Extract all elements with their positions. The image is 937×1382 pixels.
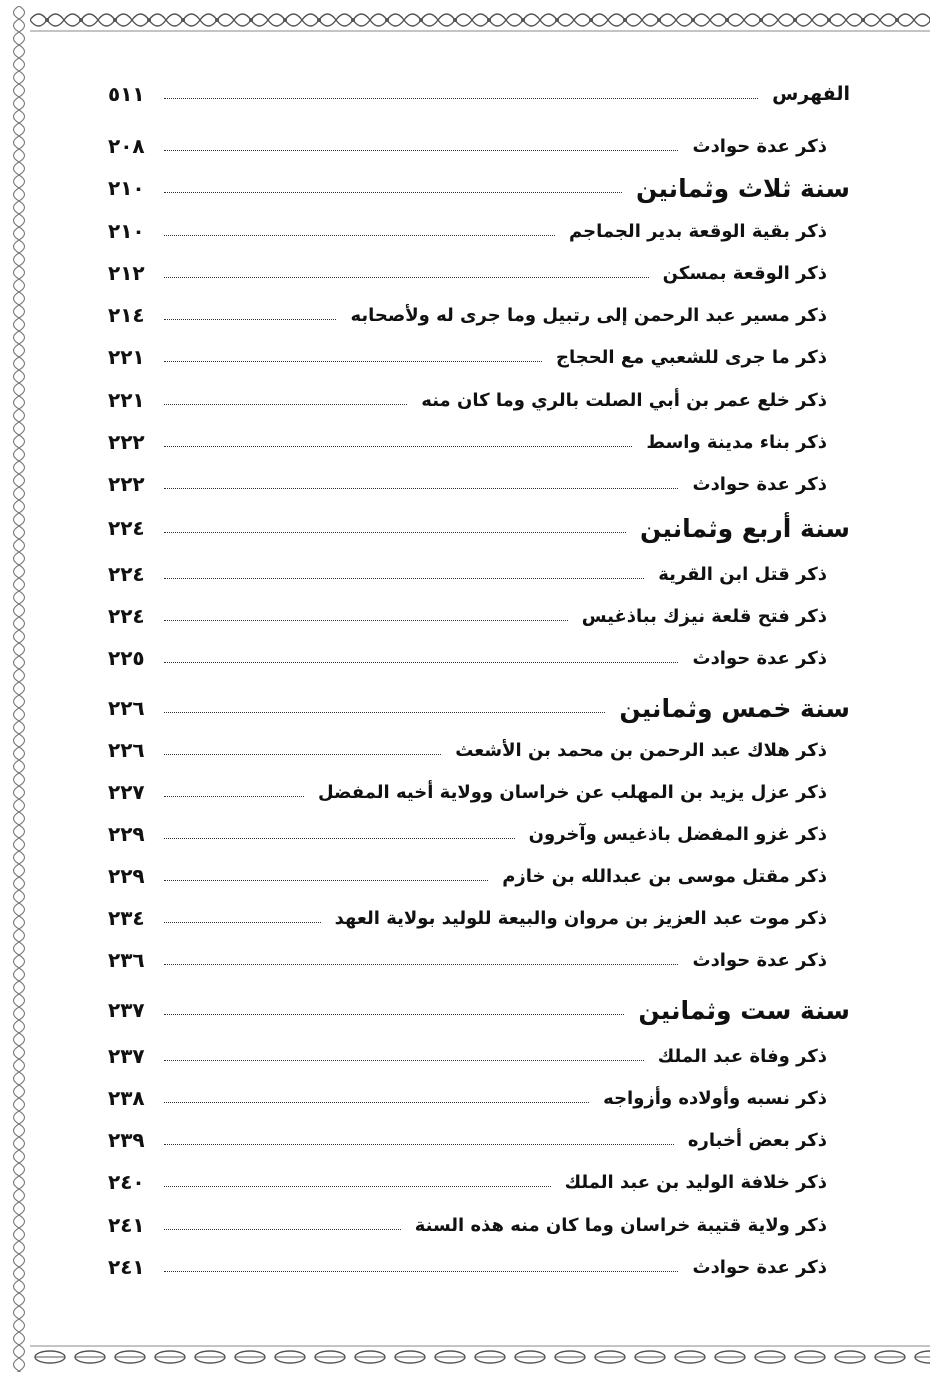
toc-entry-row <box>108 253 850 293</box>
year-heading-row <box>108 508 850 548</box>
entry-page-number: ٢٢٥ <box>108 646 145 670</box>
toc-entry-row <box>108 814 850 854</box>
year-heading-row <box>108 688 850 728</box>
entry-title: ذكر عزل يزيد بن المهلب عن خراسان وولاية أخيه المفضل <box>317 781 827 803</box>
entry-page-number: ٢٤١ <box>108 1255 145 1279</box>
entry-page-number: ٢٢٢ <box>108 430 145 454</box>
dot-leader <box>164 662 678 663</box>
dot-leader <box>164 1186 551 1187</box>
toc-entry-row <box>108 772 850 812</box>
year-heading-title: سنة ثلاث وثمانين <box>635 173 850 203</box>
dot-leader <box>164 192 622 193</box>
dot-leader <box>164 1014 624 1015</box>
entry-page-number: ٢٢٧ <box>108 780 145 804</box>
entry-page-number: ٢٣٨ <box>108 1086 145 1110</box>
toc-entry-row <box>108 1205 850 1245</box>
entry-title: ذكر الوقعة بمسكن <box>662 262 827 284</box>
entry-page-number: ٢٠٨ <box>108 134 145 158</box>
entry-page-number: ٢٢١ <box>108 345 145 369</box>
year-heading-title: سنة ست وثمانين <box>638 995 850 1025</box>
dot-leader <box>164 964 678 965</box>
entry-title: ذكر ما جرى للشعبي مع الحجاج <box>556 346 827 368</box>
entry-page-number: ٢٤٠ <box>108 1170 145 1194</box>
toc-entry-row <box>108 422 850 462</box>
dot-leader <box>164 1102 589 1103</box>
year-heading-row <box>108 168 850 208</box>
entry-title: ذكر موت عبد العزيز بن مروان والبيعة للوليد بولاية العهد <box>334 907 827 929</box>
toc-entry-row <box>108 1162 850 1202</box>
dot-leader <box>164 150 678 151</box>
header-page-number: ٥١١ <box>108 82 145 106</box>
entry-title: ذكر بناء مدينة واسط <box>646 431 827 453</box>
toc-entry-row <box>108 1036 850 1076</box>
entry-page-number: ٢٢٤ <box>108 562 145 586</box>
entry-title: ذكر عدة حوادث <box>692 647 827 669</box>
dot-leader <box>164 98 758 99</box>
toc-entry-row <box>108 211 850 251</box>
dot-leader <box>164 277 649 278</box>
entry-page-number: ٢٣٧ <box>108 998 145 1022</box>
entry-title: ذكر مسير عبد الرحمن إلى رتبيل وما جرى له ولأصحابه <box>350 304 827 326</box>
entry-title: ذكر خلع عمر بن أبي الصلت بالري وما كان منه <box>421 389 827 411</box>
dot-leader <box>164 1060 644 1061</box>
toc-entry-row <box>108 126 850 166</box>
entry-page-number: ٢٣٤ <box>108 906 145 930</box>
toc-entry-row <box>108 1120 850 1160</box>
toc-entry-row <box>108 1247 850 1287</box>
entry-title: ذكر عدة حوادث <box>692 949 827 971</box>
entry-page-number: ٢١٤ <box>108 303 145 327</box>
entry-page-number: ٢٢٤ <box>108 604 145 628</box>
entry-title: ذكر نسبه وأولاده وأزواجه <box>603 1087 827 1109</box>
dot-leader <box>164 446 632 447</box>
entry-title: ذكر غزو المفضل باذغيس وآخرون <box>528 823 827 845</box>
entry-page-number: ٢٢٩ <box>108 822 145 846</box>
entry-page-number: ٢٤١ <box>108 1213 145 1237</box>
running-header <box>108 74 850 114</box>
dot-leader <box>164 1271 678 1272</box>
dot-leader <box>164 838 515 839</box>
toc-entry-row <box>108 638 850 678</box>
entry-page-number: ٢١٢ <box>108 261 145 285</box>
dot-leader <box>164 754 441 755</box>
entry-page-number: ٢٢٤ <box>108 516 145 540</box>
toc-entry-row <box>108 380 850 420</box>
dot-leader <box>164 712 605 713</box>
toc-entry-row <box>108 1078 850 1118</box>
dot-leader <box>164 1229 401 1230</box>
entry-page-number: ٢٢٦ <box>108 738 145 762</box>
toc-entry-row <box>108 295 850 335</box>
toc-entry-row <box>108 464 850 504</box>
toc-entry-row <box>108 596 850 636</box>
dot-leader <box>164 922 321 923</box>
entry-title: ذكر وفاة عبد الملك <box>657 1045 827 1067</box>
year-heading-title: سنة خمس وثمانين <box>619 693 850 723</box>
entry-page-number: ٢٣٦ <box>108 948 145 972</box>
entry-page-number: ٢٢٦ <box>108 696 145 720</box>
toc-entry-row <box>108 898 850 938</box>
toc-entry-row <box>108 730 850 770</box>
toc-entry-row <box>108 940 850 980</box>
dot-leader <box>164 361 542 362</box>
toc-entry-row <box>108 554 850 594</box>
dot-leader <box>164 404 407 405</box>
entry-title: ذكر خلافة الوليد بن عبد الملك <box>564 1171 827 1193</box>
entry-page-number: ٢١٠ <box>108 219 145 243</box>
entry-title: ذكر بعض أخباره <box>687 1129 827 1151</box>
dot-leader <box>164 620 568 621</box>
toc-entry-row <box>108 337 850 377</box>
dot-leader <box>164 532 626 533</box>
dot-leader <box>164 1144 674 1145</box>
dot-leader <box>164 488 678 489</box>
dot-leader <box>164 235 555 236</box>
dot-leader <box>164 796 304 797</box>
entry-title: ذكر عدة حوادث <box>692 135 827 157</box>
entry-title: ذكر عدة حوادث <box>692 1256 827 1278</box>
dot-leader <box>164 880 488 881</box>
entry-page-number: ٢٣٩ <box>108 1128 145 1152</box>
entry-title: ذكر قتل ابن القرية <box>658 563 827 585</box>
entry-title: ذكر فتح قلعة نيزك بباذغيس <box>581 605 827 627</box>
entry-page-number: ٢٢٩ <box>108 864 145 888</box>
entry-title: ذكر ولاية قتيبة خراسان وما كان منه هذه السنة <box>414 1214 827 1236</box>
entry-page-number: ٢٣٧ <box>108 1044 145 1068</box>
dot-leader <box>164 578 644 579</box>
entry-page-number: ٢١٠ <box>108 176 145 200</box>
year-heading-row <box>108 990 850 1030</box>
year-heading-title: سنة أربع وثمانين <box>640 513 850 543</box>
entry-title: ذكر عدة حوادث <box>692 473 827 495</box>
dot-leader <box>164 319 336 320</box>
entry-page-number: ٢٢١ <box>108 388 145 412</box>
entry-title: ذكر بقية الوقعة بدير الجماجم <box>569 220 827 242</box>
header-title: الفهرس <box>772 83 850 105</box>
entry-title: ذكر هلاك عبد الرحمن بن محمد بن الأشعث <box>455 739 827 761</box>
entry-title: ذكر مقتل موسى بن عبدالله بن خازم <box>502 865 827 887</box>
toc-entry-row <box>108 856 850 896</box>
entry-page-number: ٢٢٢ <box>108 472 145 496</box>
